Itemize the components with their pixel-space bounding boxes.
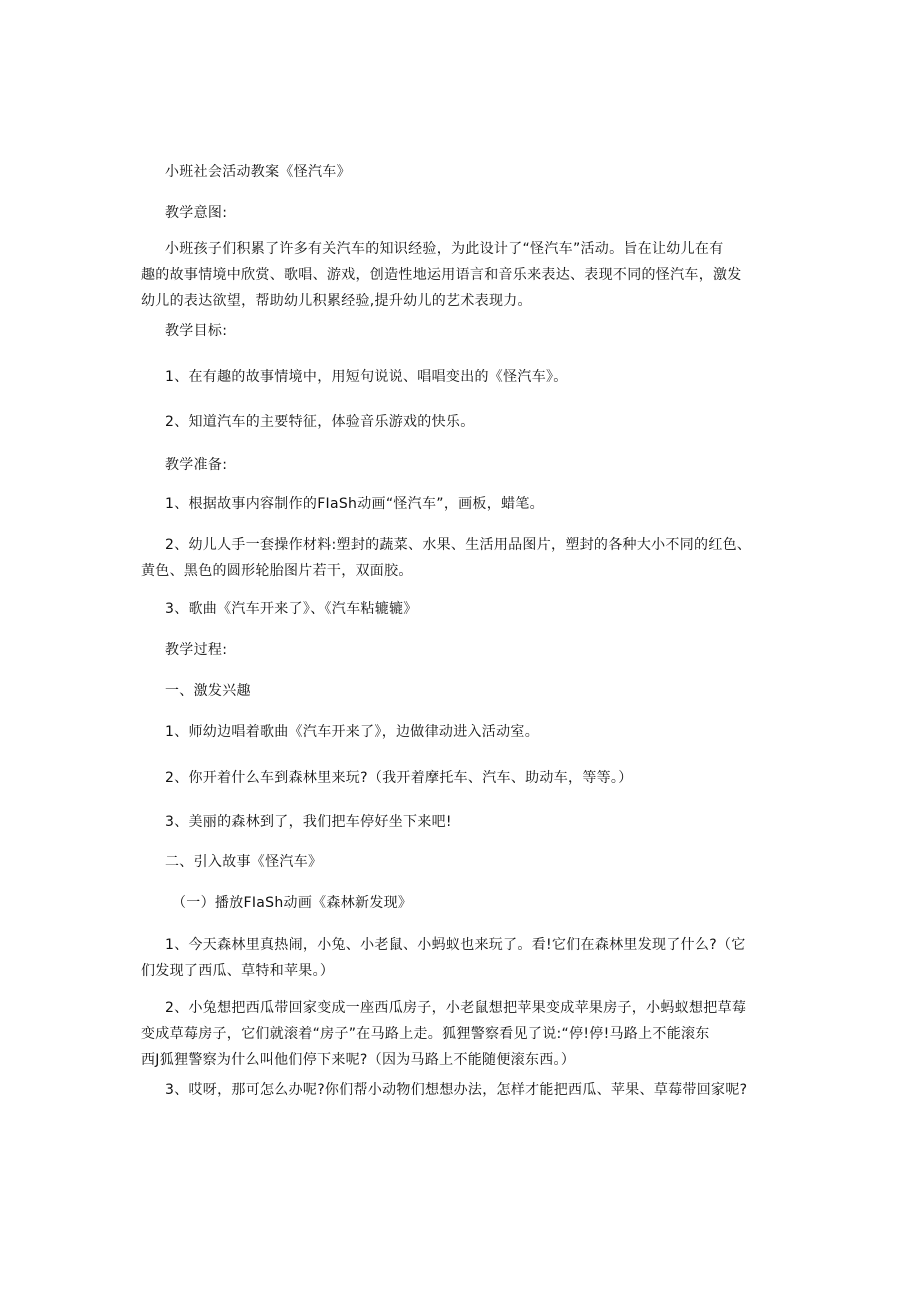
- intent-line-1: 小班孩子们积累了许多有关汽车的知识经验，为此设计了“怪汽车”活动。旨在让幼儿在有: [165, 241, 724, 257]
- step-2-2: [141, 995, 747, 1073]
- step-2-1: [141, 932, 746, 984]
- step-2-1-line-2: 们发现了西瓜、草特和苹果。）: [141, 963, 335, 979]
- intent-line-3: 幼儿的表达欲望，帮助幼儿积累经验,提升幼儿的艺术表现力。: [141, 293, 532, 309]
- section-1-heading: 一、激发兴趣: [165, 683, 251, 699]
- section-2-heading: 二、引入故事《怪汽车》: [165, 854, 323, 870]
- goal-2: 2、知道汽车的主要特征，体验音乐游戏的快乐。: [165, 414, 475, 430]
- document-title: 小班社会活动教案《怪汽车》: [165, 164, 351, 180]
- prep-2-line-1: 2、幼儿人手一套操作材料:塑封的蔬菜、水果、生活用品图片，塑封的各种大小不同的红色、: [165, 537, 752, 553]
- prep-2: [141, 532, 752, 584]
- subsection-1-heading: （一）播放FIaSh动画《森林新发现》: [172, 895, 413, 911]
- step-2-2-line-1: 2、小兔想把西瓜带回家变成一座西瓜房子，小老鼠想把苹果变成苹果房子，小蚂蚁想把草莓: [165, 1000, 747, 1016]
- step-1-2: 2、你开着什么车到森林里来玩?（我开着摩托车、汽车、助动车，等等。）: [165, 770, 633, 786]
- step-1-3: 3、美丽的森林到了，我们把车停好坐下来吧!: [165, 814, 452, 830]
- prep-2-line-2: 黄色、黑色的圆形轮胎图片若干，双面胶。: [141, 563, 413, 579]
- goal-1: 1、在有趣的故事情境中，用短句说说、唱唱变出的《怪汽车》。: [165, 369, 568, 385]
- intent-paragraph: [141, 236, 742, 314]
- prep-1: 1、根据故事内容制作的FIaSh动画“怪汽车”，画板，蜡笔。: [165, 496, 544, 512]
- step-2-3: 3、哎呀，那可怎么办呢?你们帮小动物们想想办法，怎样才能把西瓜、苹果、草莓带回家呢?: [165, 1082, 748, 1098]
- step-2-1-line-1: 1、今天森林里真热闹，小兔、小老鼠、小蚂蚁也来玩了。看!它们在森林里发现了什么?（它: [165, 937, 746, 953]
- prep-3: 3、歌曲《汽车开来了》、《汽车粘辘辘》: [165, 601, 418, 617]
- prep-heading: 教学准备:: [165, 457, 228, 473]
- goals-heading: 教学目标:: [165, 323, 228, 339]
- step-2-2-line-2: 变成草莓房子，它们就滚着“房子”在马路上走。狐狸警察看见了说:“停!停!马路上不能滚东: [141, 1026, 710, 1042]
- process-heading: 教学过程:: [165, 642, 228, 658]
- intent-line-2: 趣的故事情境中欣赏、歌唱、游戏，创造性地运用语言和音乐来表达、表现不同的怪汽车，激发: [141, 267, 742, 283]
- step-2-2-line-3: 西J狐狸警察为什么叫他们停下来呢?（因为马路上不能随便滚东西。）: [141, 1052, 576, 1068]
- step-1-1: 1、师幼边唱着歌曲《汽车开来了》，边做律动进入活动室。: [165, 724, 540, 740]
- intent-heading: 教学意图:: [165, 205, 228, 221]
